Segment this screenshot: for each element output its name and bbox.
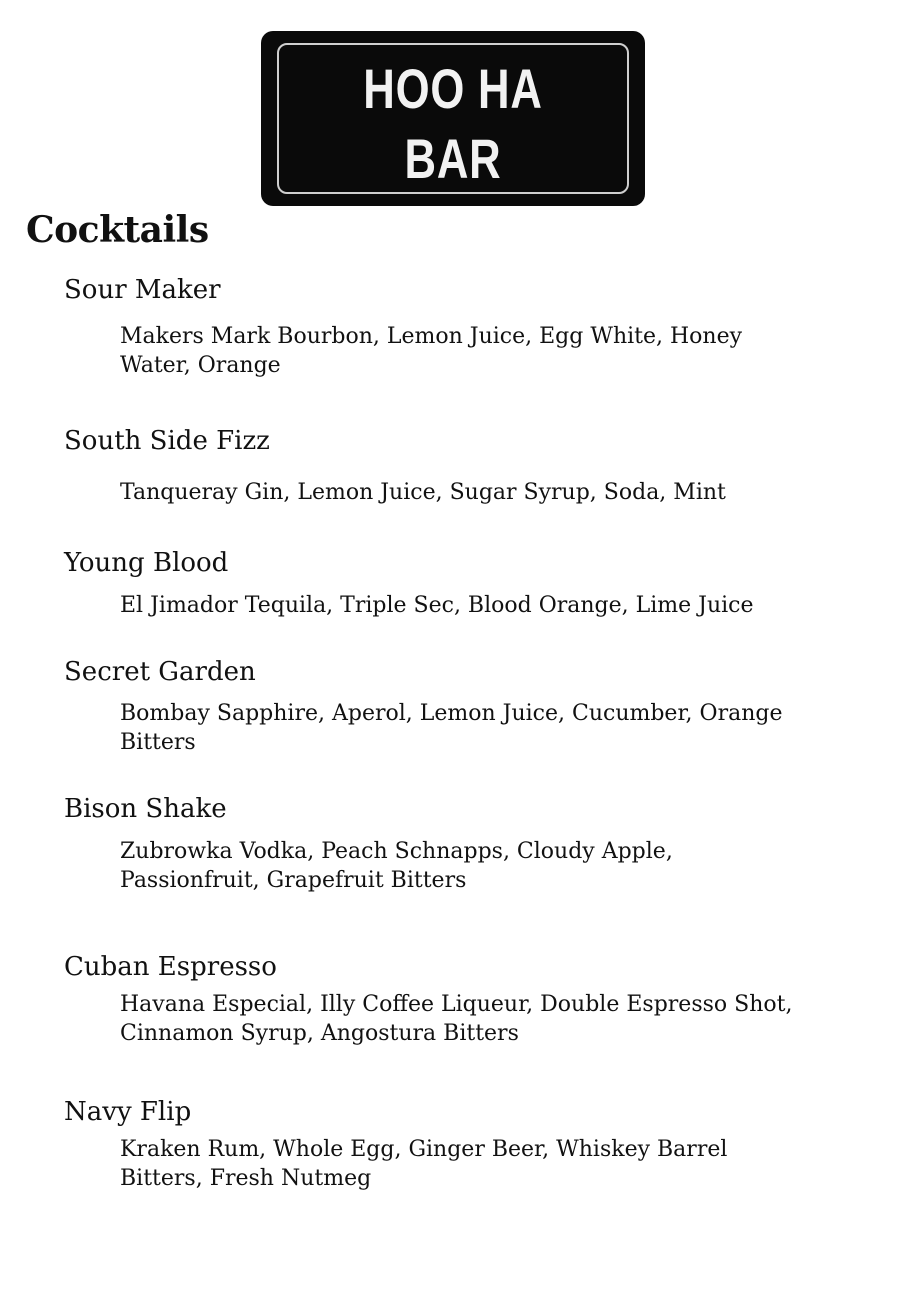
cocktail-name: Sour Maker: [64, 275, 221, 305]
cocktail-name: Young Blood: [64, 548, 229, 578]
menu-item: [64, 655, 844, 757]
menu-item: [64, 1095, 844, 1193]
cocktail-ingredients: Zubrowka Vodka, Peach Schnapps, Cloudy Apple, Passionfruit, Grapefruit Bitters: [120, 839, 673, 893]
bar-logo: [261, 31, 645, 206]
cocktail-ingredients: Bombay Sapphire, Aperol, Lemon Juice, Cucumber, Orange Bitters: [120, 701, 783, 755]
cocktail-name: Bison Shake: [64, 794, 227, 824]
cocktail-ingredients: Kraken Rum, Whole Egg, Ginger Beer, Whiskey Barrel Bitters, Fresh Nutmeg: [120, 1137, 728, 1191]
logo-text-line-1: HOO HA: [363, 57, 543, 120]
cocktail-name: South Side Fizz: [64, 426, 270, 456]
section-title: Cocktails: [26, 209, 209, 251]
menu-item: [64, 792, 844, 895]
cocktail-ingredients: Makers Mark Bourbon, Lemon Juice, Egg White, Honey Water, Orange: [120, 324, 743, 378]
cocktail-name: Secret Garden: [64, 657, 256, 687]
cocktail-name: Navy Flip: [64, 1097, 192, 1127]
cocktail-ingredients: Havana Especial, Illy Coffee Liqueur, Double Espresso Shot, Cinnamon Syrup, Angostura Bitters: [120, 992, 793, 1046]
menu-item: [64, 546, 844, 620]
menu-item: [64, 950, 844, 1048]
logo-text-line-2: BAR: [404, 127, 502, 190]
cocktail-ingredients: Tanqueray Gin, Lemon Juice, Sugar Syrup, Soda, Mint: [120, 480, 726, 505]
cocktail-name: Cuban Espresso: [64, 952, 277, 982]
menu-item: [64, 273, 844, 380]
menu-item: [64, 424, 844, 507]
cocktail-ingredients: El Jimador Tequila, Triple Sec, Blood Orange, Lime Juice: [120, 593, 754, 618]
